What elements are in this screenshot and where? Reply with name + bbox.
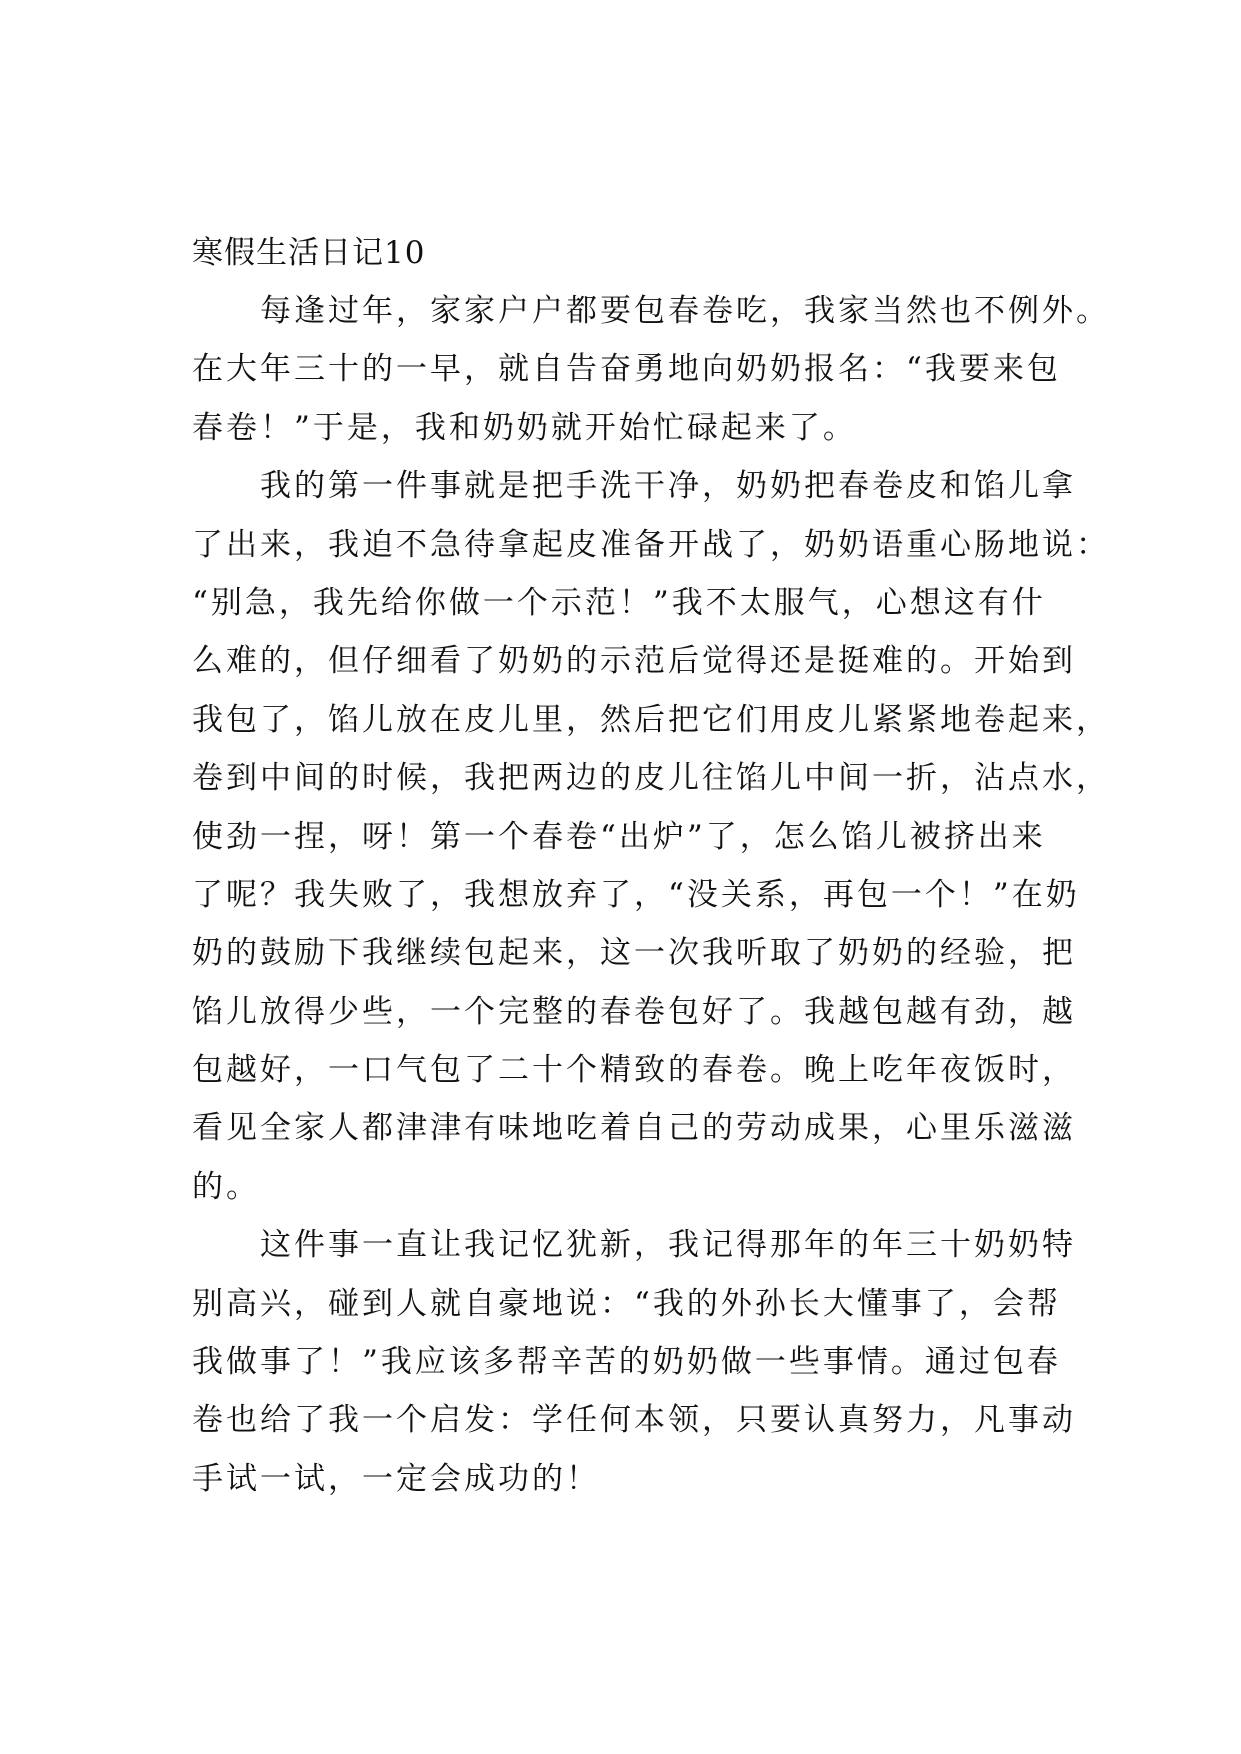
paragraph-line: 的。 — [192, 1168, 260, 1205]
paragraph-line: 我做事了！”我应该多帮辛苦的奶奶做一些事情。通过包春 — [192, 1344, 1061, 1381]
paragraph-line: 我的第一件事就是把手洗干净，奶奶把春卷皮和馅儿拿 — [260, 468, 1076, 505]
paragraph-line: 么难的，但仔细看了奶奶的示范后觉得还是挺难的。开始到 — [192, 643, 1076, 680]
paragraph-line: 了呢？我失败了，我想放弃了，“没关系，再包一个！”在奶 — [192, 876, 1080, 913]
paragraph-line: 馅儿放得少些，一个完整的春卷包好了。我越包越有劲，越 — [192, 993, 1076, 1030]
paragraph-line: 这件事一直让我记忆犹新，我记得那年的年三十奶奶特 — [260, 1227, 1076, 1264]
paragraph-line: 使劲一捏，呀！第一个春卷“出炉”了，怎么馅儿被挤出来 — [192, 818, 1046, 855]
paragraph-line: 别高兴，碰到人就自豪地说：“我的外孙长大懂事了，会帮 — [192, 1285, 1061, 1322]
paragraph-line: 了出来，我迫不急待拿起皮准备开战了，奶奶语重心肠地说： — [192, 526, 1110, 563]
paragraph-line: 在大年三十的一早，就自告奋勇地向奶奶报名：“我要来包 — [192, 351, 1061, 388]
paragraph — [192, 457, 1110, 1216]
paragraph-line: 每逢过年，家家户户都要包春卷吃，我家当然也不例外。 — [260, 293, 1110, 329]
paragraph-line: 包越好，一口气包了二十个精致的春卷。晚上吃年夜饭时， — [192, 1052, 1076, 1089]
document-title: 寒假生活日记10 — [192, 235, 426, 271]
paragraph-line: 我包了，馅儿放在皮儿里，然后把它们用皮儿紧紧地卷起来， — [192, 701, 1110, 738]
paragraph-line: 手试一试，一定会成功的！ — [192, 1460, 600, 1497]
paragraph-line: 奶的鼓励下我继续包起来，这一次我听取了奶奶的经验，把 — [192, 935, 1076, 972]
paragraph-line: 卷到中间的时候，我把两边的皮儿往馅儿中间一折，沾点水， — [192, 760, 1110, 797]
paragraph-line: 卷也给了我一个启发：学任何本领，只要认真努力，凡事动 — [192, 1402, 1076, 1439]
paragraph-list — [192, 282, 1110, 1508]
paragraph — [192, 1216, 1076, 1508]
paragraph-line: “别急，我先给你做一个示范！”我不太服气，心想这有什 — [192, 584, 1046, 621]
paragraph-line: 看见全家人都津津有味地吃着自己的劳动成果，心里乐滋滋 — [192, 1110, 1076, 1147]
document-body — [192, 224, 1110, 1508]
paragraph-line: 春卷！”于是，我和奶奶就开始忙碌起来了。 — [192, 409, 857, 446]
paragraph — [192, 282, 1110, 457]
